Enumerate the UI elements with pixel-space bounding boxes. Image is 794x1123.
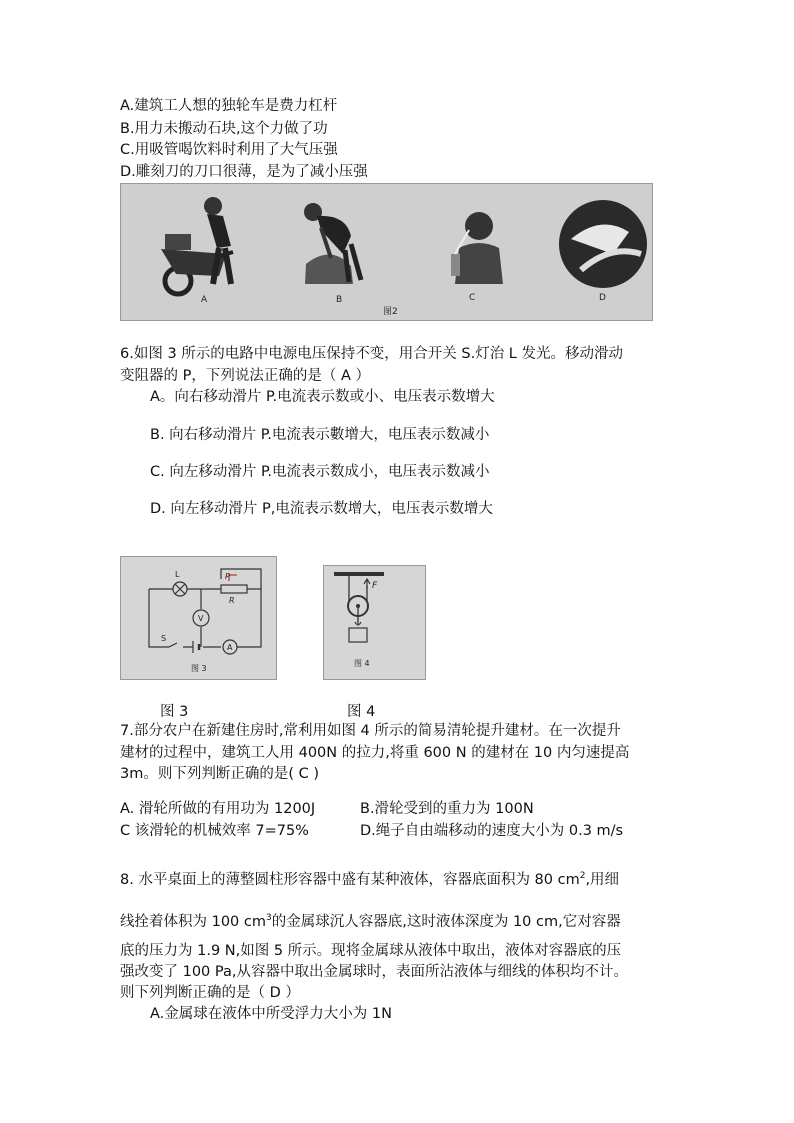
q7-stem-line-1: 7.部分农户在新建住房时,常利用如图 4 所示的简易清轮提升建材。在一次提升 bbox=[120, 723, 621, 739]
q8-line-4: 强改变了 100 Pa,从容器中取出金属球时，表面所沾液体与细线的体积均不计。 bbox=[120, 964, 628, 980]
battery-icon bbox=[193, 641, 199, 653]
fig2-label-c: C bbox=[469, 293, 476, 303]
q8-line-3: 底的压力为 1.9 N,如图 5 所示。现将金属球从液体中取出，液体对容器底的压 bbox=[120, 943, 622, 959]
fig4-inner-caption: 图 4 bbox=[354, 659, 370, 668]
q8-line-1-text: 8. 水平桌面上的薄整圆柱形容器中盛有某种液体，容器底面积为 80 cm bbox=[120, 872, 580, 888]
q7-option-d: D.绳子自由端移动的速度大小为 0.3 m/s bbox=[360, 823, 624, 839]
force-arrow-icon bbox=[364, 579, 370, 588]
fig3-label-l: L bbox=[175, 570, 180, 579]
q7-stem-line-2: 建材的过程中，建筑工人用 400N 的拉力,将重 600 N 的建材在 10 内匀速提高 bbox=[120, 745, 630, 761]
fig4-caption: 图 4 bbox=[347, 704, 376, 720]
q6-option-b: B. 向右移动滑片 P.电流表示數增大，电压表示数减小 bbox=[150, 427, 490, 443]
q8-line-2-text: 线拴着体积为 100 cm bbox=[120, 914, 266, 930]
q8-line-2 bbox=[120, 913, 621, 931]
fig3-inner-caption: 图 3 bbox=[191, 664, 207, 673]
q8-line-2-sup: 3 bbox=[266, 913, 272, 924]
fig2-label-b: B bbox=[336, 295, 343, 305]
q6-stem-line-1: 6.如图 3 所示的电路中电源电压保持不变，用合开关 S.灯治 L 发光。移动滑动 bbox=[120, 346, 623, 362]
q8-line-1 bbox=[120, 871, 619, 889]
q6-option-a: A。向右移动滑片 P.电流表示数或小、电压表示数增大 bbox=[150, 389, 495, 405]
q8-line-1-text-b: ,用细 bbox=[585, 872, 620, 888]
fig4-label-f: F bbox=[372, 581, 378, 591]
stone-lifter-illustration bbox=[304, 203, 361, 284]
q5-option-b: B.用力未搬动石块,这个力做了功 bbox=[120, 121, 328, 137]
q6-option-d: D. 向左移动滑片 P,电流表示数增大，电压表示数增大 bbox=[150, 501, 493, 517]
rheostat-icon bbox=[221, 585, 247, 593]
q7-option-c: C 该滑轮的机械效率 7=75% bbox=[120, 823, 309, 839]
fig2-caption: 图2 bbox=[383, 307, 398, 317]
fig3-label-r: R bbox=[229, 596, 235, 605]
fig3-caption: 图 3 bbox=[160, 704, 189, 720]
figure-2 bbox=[120, 183, 653, 321]
wheelbarrow-worker-illustration bbox=[161, 197, 233, 294]
fig3-label-v: V bbox=[198, 614, 204, 623]
q5-option-a: A.建筑工人想的独轮车是费力杠杆 bbox=[120, 98, 338, 114]
figure-4-pulley bbox=[323, 565, 426, 680]
figure-3-circuit bbox=[120, 556, 277, 680]
fig3-label-a: A bbox=[227, 643, 233, 652]
q8-line-5: 则下列判断正确的是（ D ） bbox=[120, 985, 300, 1001]
fig3-label-p: P bbox=[225, 572, 230, 581]
q7-stem-line-3: 3m。则下列判断正确的是( C ) bbox=[120, 766, 320, 782]
q5-option-d: D.雕刻刀的刀口很薄，是为了减小压强 bbox=[120, 164, 368, 180]
straw-drinker-illustration bbox=[451, 212, 503, 284]
q8-line-1-sup: 2 bbox=[579, 871, 586, 882]
q7-option-b: B.滑轮受到的重力为 100N bbox=[360, 801, 534, 817]
q7-option-a: A. 滑轮所做的有用功为 1200J bbox=[120, 801, 316, 817]
carving-knife-illustration bbox=[559, 200, 647, 288]
q8-line-2-text-b: 的金属球沉人容器底,这时液体深度为 10 cm,它对容器 bbox=[271, 914, 621, 930]
fig3-label-s: S bbox=[161, 634, 167, 643]
q8-option-a: A.金属球在液体中所受浮力大小为 1N bbox=[150, 1006, 392, 1022]
q5-option-c: C.用吸管喝饮料时利用了大气压强 bbox=[120, 142, 338, 158]
q6-stem-line-2: 变阻器的 P，下列说法正确的是（ A ） bbox=[120, 368, 370, 384]
load-block-icon bbox=[349, 628, 367, 642]
fig2-label-a: A bbox=[201, 295, 208, 305]
q6-option-c: C. 向左移动滑片 P.电流表示数成小，电压表示数减小 bbox=[150, 464, 490, 480]
fig2-label-d: D bbox=[599, 293, 606, 303]
